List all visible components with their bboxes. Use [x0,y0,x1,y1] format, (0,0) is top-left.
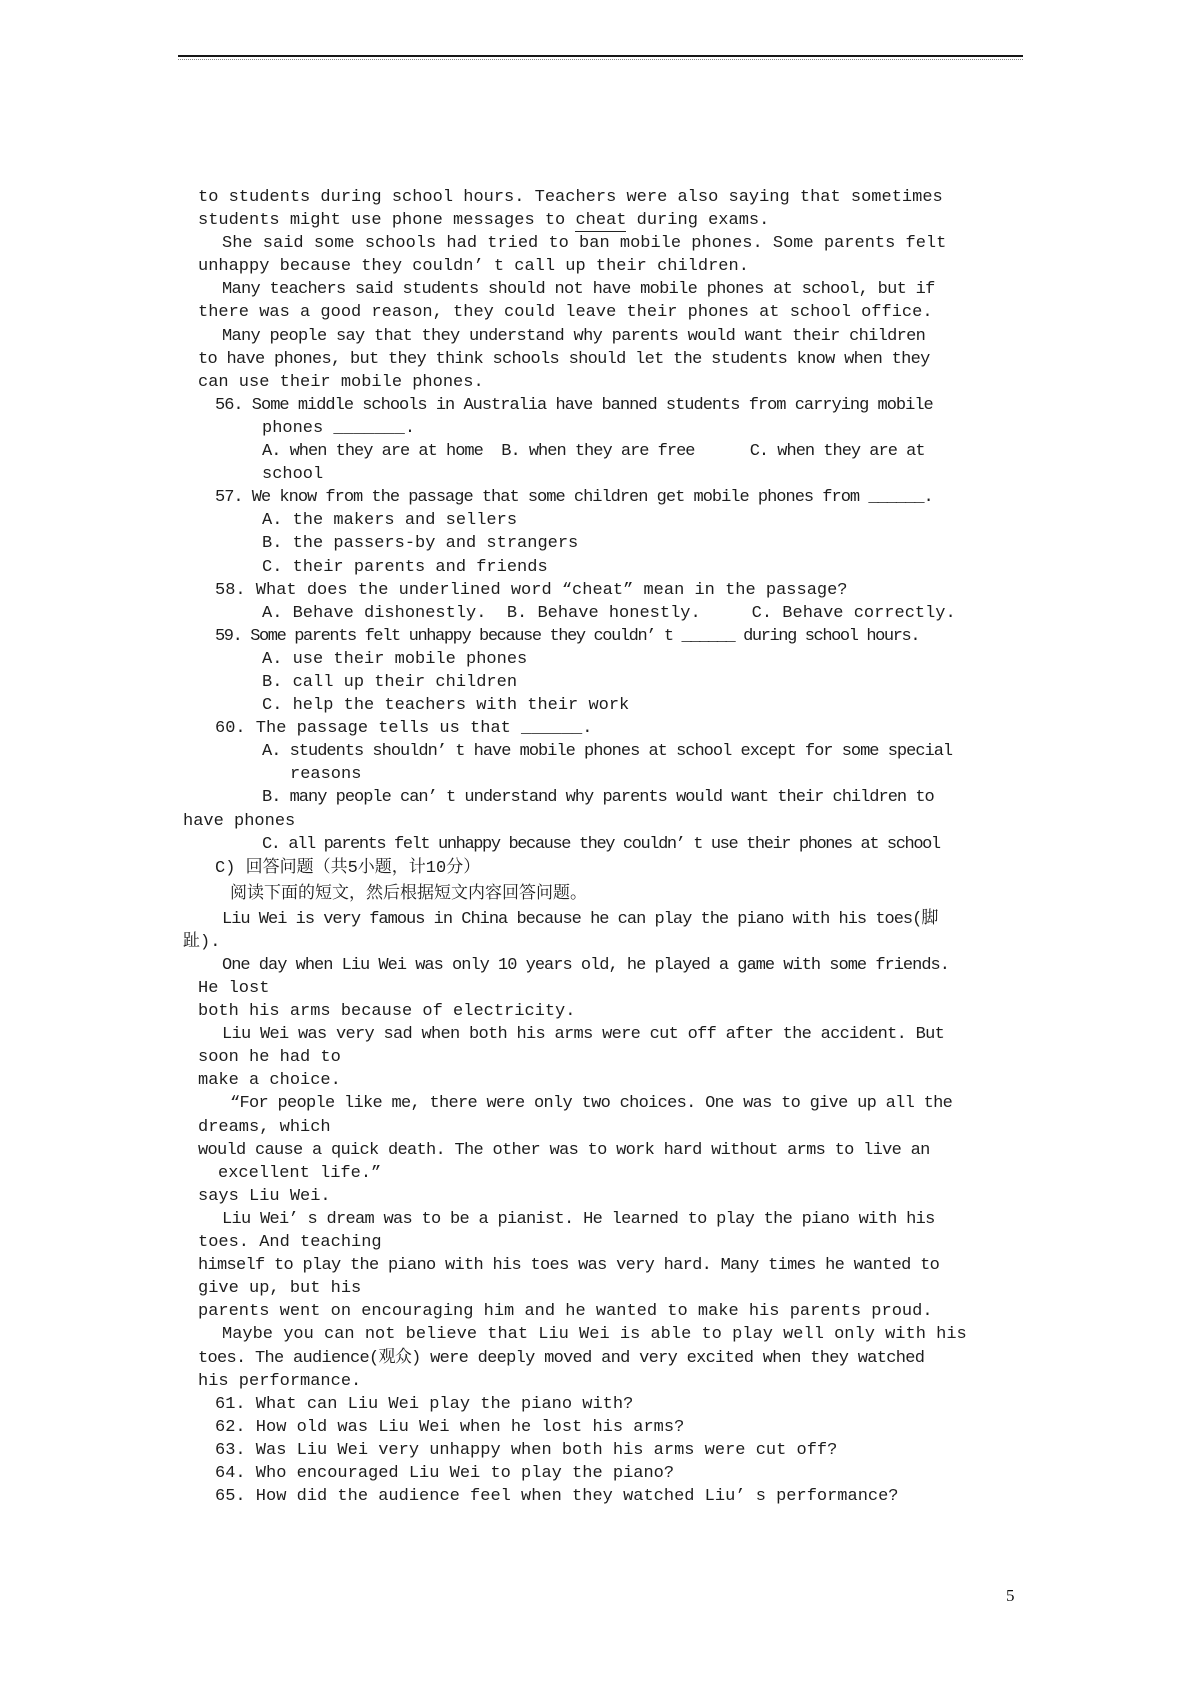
passage2-line-2: 趾). [183,932,221,952]
question-60-option-a-line2: reasons [290,765,362,785]
question-65: 65. How did the audience feel when they watched Liu’ s performance? [215,1487,899,1507]
passage2-line-20: toes. The audience(观众) were deeply moved and very excited when they watched [198,1348,925,1368]
passage2-line-3: One day when Liu Wei was only 10 years old, he played a game with some friends. [222,955,949,975]
passage1-line-2-post: during exams. [626,211,770,231]
question-58-stem: 58. What does the underlined word “cheat” mean in the passage? [215,580,848,600]
question-60-option-c: C. all parents felt unhappy because they couldn’ t use their phones at school [262,834,940,854]
question-63: 63. Was Liu Wei very unhappy when both his arms were cut off? [215,1440,838,1460]
passage2-line-11: would cause a quick death. The other was to work hard without arms to live an [198,1140,930,1160]
page-top-rule [178,55,1023,60]
question-57-option-b: B. the passers-by and strangers [262,534,579,554]
passage2-line-16: himself to play the piano with his toes was very hard. Many times he wanted to [198,1256,940,1276]
question-60-stem: 60. The passage tells us that ______. [215,719,593,739]
passage2-line-5: both his arms because of electricity. [198,1002,576,1022]
question-56-stem-line1: 56. Some middle schools in Australia have banned students from carrying mobile [215,395,933,415]
passage1-line-9: can use their mobile phones. [198,372,484,392]
passage1-line-2 [198,209,1200,232]
section-c-heading: C) 回答问题（共5小题，计10分） [215,858,481,878]
question-56-options-line1: A. when they are at home B. when they are free C. when they are at [262,442,925,462]
question-62: 62. How old was Liu Wei when he lost his arms? [215,1417,685,1437]
question-56-options-line2: school [262,465,324,485]
passage2-line-4: He lost [198,979,270,998]
question-64: 64. Who encouraged Liu Wei to play the piano? [215,1463,675,1483]
passage1-line-2-pre: students might use phone messages to [198,211,576,231]
exam-page-content [0,186,1200,1508]
passage2-line-21: his performance. [198,1371,362,1391]
question-57-stem: 57. We know from the passage that some children get mobile phones from ______. [215,488,933,508]
passage2-line-6: Liu Wei was very sad when both his arms were cut off after the accident. But [222,1025,945,1045]
question-57-option-a: A. the makers and sellers [262,511,518,531]
passage1-line-5: Many teachers said students should not have mobile phones at school, but if [222,280,935,300]
question-58-options-line: A. Behave dishonestly. B. Behave honestly. C. Behave correctly. [262,603,956,623]
passage1-line-1: to students during school hours. Teachers were also saying that sometimes [198,188,943,207]
question-59-option-b: B. call up their children [262,672,518,692]
passage2-line-14: Liu Wei’ s dream was to be a pianist. He learned to play the piano with his [222,1209,935,1229]
passage2-line-13: says Liu Wei. [198,1186,331,1206]
passage1-line-6: there was a good reason, they could leave their phones at school office. [198,303,933,323]
question-61: 61. What can Liu Wei play the piano with? [215,1394,634,1414]
passage2-line-18: parents went on encouraging him and he wanted to make his parents proud. [198,1302,933,1322]
passage2-line-9: “For people like me, there were only two choices. One was to give up all the [230,1094,953,1114]
underlined-word-cheat: cheat [575,211,627,231]
passage1-line-8: to have phones, but they think schools should let the students know when they [198,349,930,369]
passage2-line-8: make a choice. [198,1071,341,1091]
passage2-line-10: dreams, which [198,1117,331,1137]
question-59-option-a: A. use their mobile phones [262,649,528,669]
question-59-option-c: C. help the teachers with their work [262,696,630,716]
passage1-line-3: She said some schools had tried to ban mobile phones. Some parents felt [222,234,947,254]
page-number: 5 [1006,1586,1015,1605]
passage1-line-4: unhappy because they couldn’ t call up their children. [198,257,749,277]
question-60-option-b-line2: have phones [183,811,296,831]
passage1-line-7: Many people say that they understand why parents would want their children [222,326,926,346]
passage2-line-12: excellent life.” [218,1163,382,1183]
question-57-option-c: C. their parents and friends [262,557,548,577]
section-c-instruction: 阅读下面的短文，然后根据短文内容回答问题。 [230,884,587,904]
question-59-stem: 59. Some parents felt unhappy because they couldn’ t ______ during school hours. [215,626,920,646]
passage2-line-19: Maybe you can not believe that Liu Wei is able to play well only with his [222,1325,967,1345]
passage2-line-15: toes. And teaching [198,1233,382,1253]
passage2-line-1: Liu Wei is very famous in China because he can play the piano with his toes(脚 [222,909,938,929]
question-56-stem-line2: phones _______. [262,418,416,438]
question-60-option-b-line1: B. many people can’ t understand why parents would want their children to [262,788,934,808]
passage2-line-7: soon he had to [198,1048,341,1068]
question-60-option-a-line1: A. students shouldn’ t have mobile phones at school except for some special [262,742,953,762]
passage2-line-17: give up, but his [198,1279,362,1299]
